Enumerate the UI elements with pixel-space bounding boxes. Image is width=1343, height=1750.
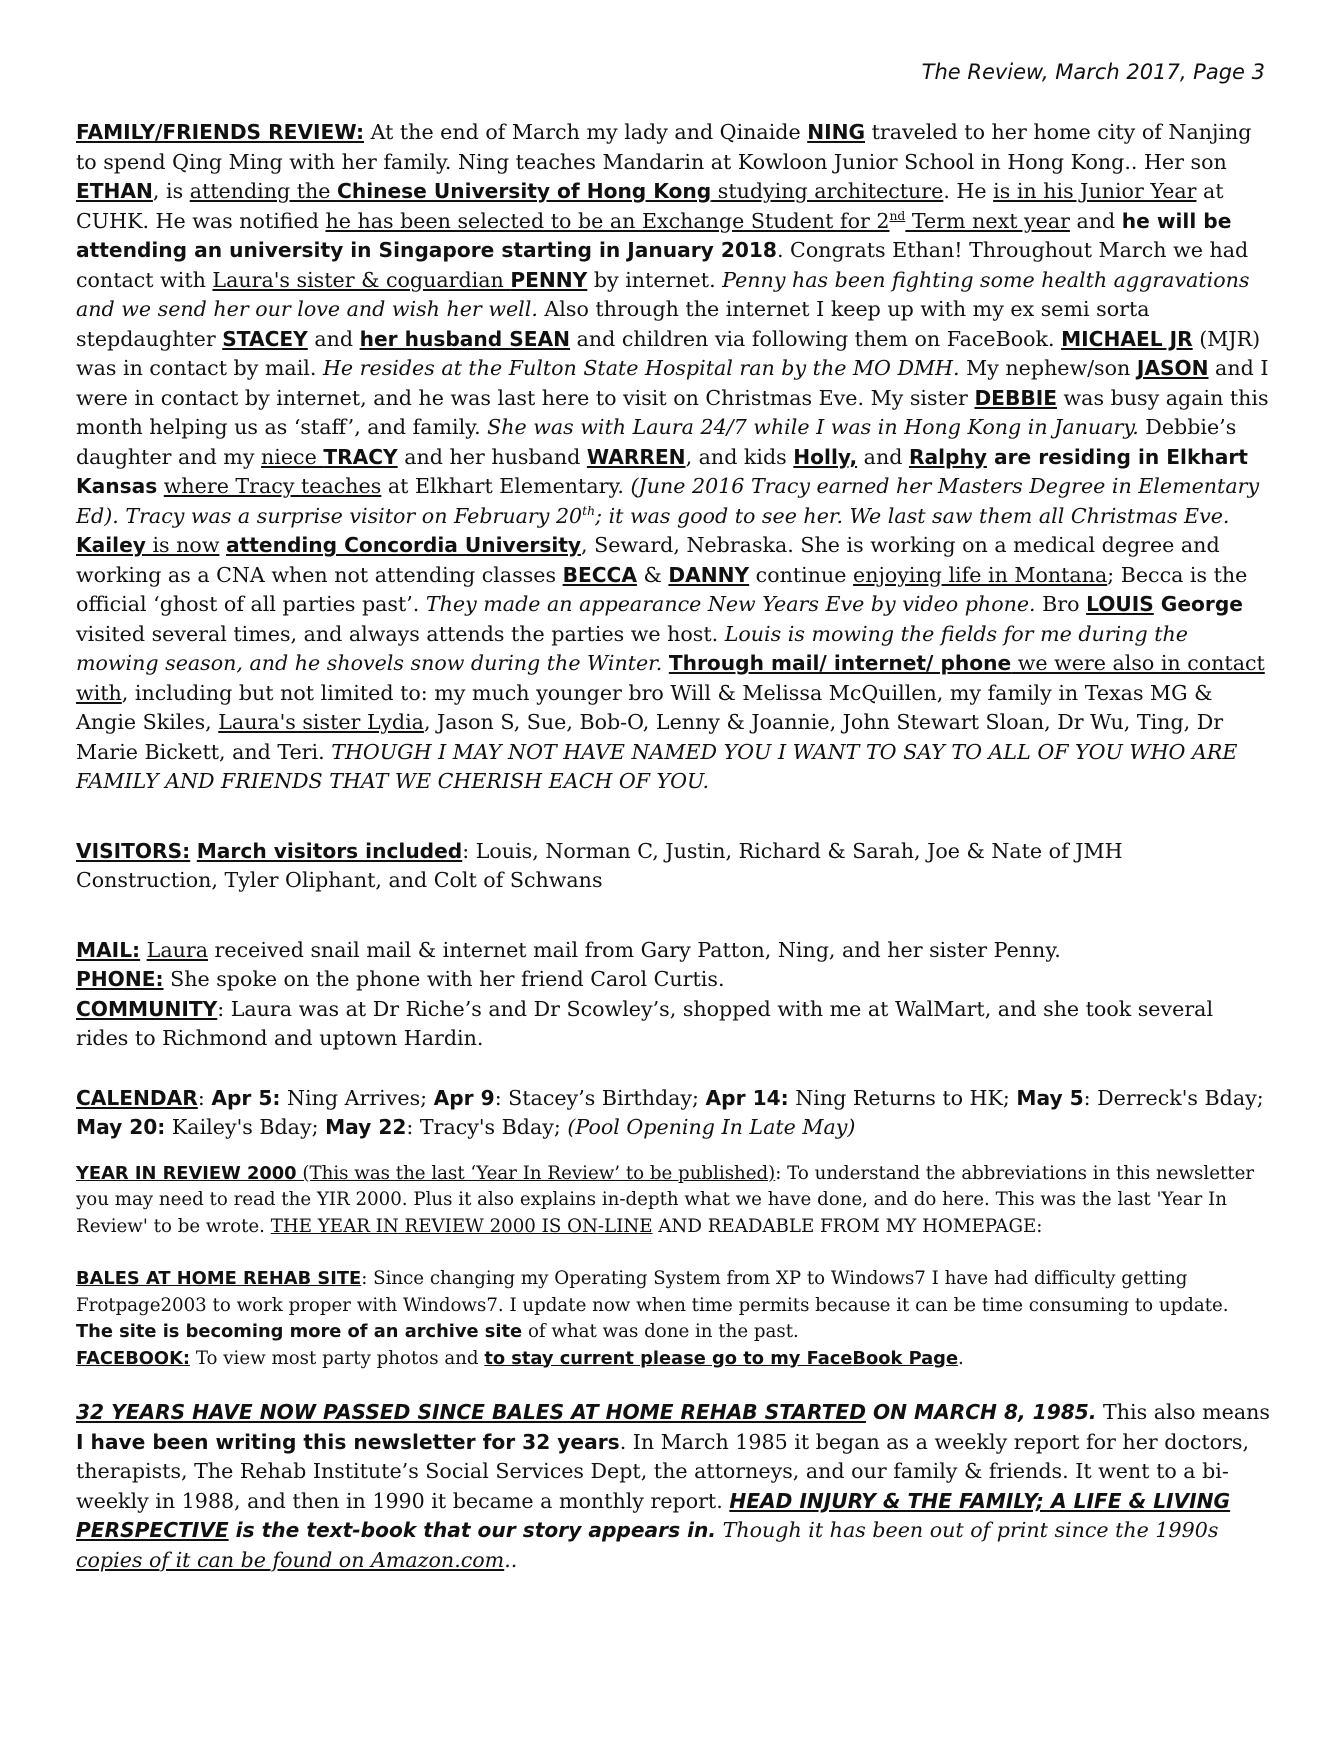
mail-heading: MAIL:: [76, 937, 141, 962]
text: : Louis, Norman C, Justin, Richard & Sarah, Joe & Nate of JMH Construction, Tyler Oliphant, and Colt of Schwans: [76, 838, 1123, 892]
text: studying architecture: [711, 179, 944, 203]
text: of what was done in the past.: [522, 1321, 799, 1342]
text: Ning Returns to HK;: [788, 1085, 1017, 1110]
cuhk: Chinese University of Hong Kong: [337, 179, 712, 203]
text: ; Becca is the official ‘ghost of all parties past’.: [76, 562, 1248, 616]
text: May 22: [325, 1115, 407, 1139]
name-tracy: TRACY: [323, 444, 398, 469]
yir-section: [76, 1161, 1271, 1241]
text: .: [958, 1347, 964, 1369]
facebook-section: [76, 1346, 1271, 1373]
name-penny: PENNY: [510, 267, 588, 292]
text: They made an appearance New Years Eve by video phone.: [425, 592, 1036, 616]
text: AND READABLE FROM MY HOMEPAGE:: [652, 1215, 1043, 1237]
community-heading: COMMUNITY: [76, 996, 218, 1021]
text: where Tracy teaches: [163, 474, 382, 498]
superscript: th: [582, 503, 596, 518]
text: May 5: [1016, 1085, 1084, 1110]
text: and: [857, 444, 909, 469]
name-jason: JASON: [1136, 356, 1209, 380]
text: continue: [749, 562, 854, 587]
facebook-link: to stay current please go to my FaceBook Page: [484, 1347, 959, 1369]
calendar-section: [76, 1084, 1271, 1143]
text: : To understand the abbreviations in this newsletter you may need to read the YIR 2000. Plus it also explains in-depth what we have done, and do here. This was the last 'Year In Review' to be wrote.: [76, 1162, 1255, 1237]
text: Through mail/ internet/ phone: [668, 651, 1012, 675]
text: (Pool Opening In Late May): [567, 1115, 856, 1139]
text: and: [307, 326, 360, 351]
text: March visitors included: [196, 838, 463, 863]
name-ning: NING: [807, 120, 866, 144]
text: The site is becoming more of an archive site: [76, 1321, 523, 1342]
name-stacey: STACEY: [222, 326, 308, 351]
text: : Derreck's Bday;: [1083, 1085, 1264, 1110]
visitors-section: [76, 837, 1271, 896]
text: This also means: [1096, 1400, 1270, 1424]
text: I have been writing this newsletter for 32 years: [76, 1429, 620, 1454]
bales-heading: BALES AT HOME REHAB SITE: [76, 1268, 362, 1289]
text: :: [197, 1085, 212, 1110]
text: (MJR) was in contact by mail.: [76, 326, 1261, 380]
text: was busy again this month helping us as ‘staff’, and family.: [76, 385, 1269, 439]
text: My nephew/son: [959, 356, 1137, 380]
calendar-heading: CALENDAR: [76, 1085, 198, 1110]
text: at CUHK. He was notified: [76, 179, 1224, 233]
text: is in his Junior Year: [993, 179, 1197, 203]
text: we were also in contact with: [76, 651, 1265, 705]
text: Laura's sister & coguardian: [212, 267, 511, 292]
text: . Congrats Ethan! Throughout March we had contact with: [76, 238, 1249, 292]
text: Apr 14:: [705, 1085, 789, 1110]
text: are residing in Elkhart Kansas: [76, 444, 1248, 498]
text: ; it was good to see her. We last saw them all Christmas Eve.: [595, 503, 1230, 528]
name-ethan: ETHAN: [76, 179, 153, 203]
facebook-heading: FACEBOOK:: [76, 1347, 191, 1369]
superscript: nd: [889, 208, 906, 223]
text: is the text-book that our story appears in.: [228, 1518, 717, 1542]
text: Ning Arrives;: [280, 1085, 434, 1110]
text: , Jason S, Sue, Bob-O, Lenny & Joannie, John Stewart Sloan, Dr Wu, Ting, Dr Marie Bickett, and Teri.: [76, 710, 1224, 764]
text: She spoke on the phone with her friend Carol Curtis.: [163, 967, 725, 991]
text: and I were in contact by internet, and he was last here to visit on Christmas Eve. My sister: [76, 356, 1269, 410]
name-holly: Holly,: [793, 444, 858, 469]
yir-heading: YEAR IN REVIEW 2000: [76, 1162, 297, 1184]
text: attending Concordia University: [226, 533, 582, 557]
text: traveled to her home city of Nanjing to spend Qing Ming with her family. Ning teaches Mandarin at Kowloon Junior School in Hong Kong.. Her son: [76, 120, 1252, 174]
name-ralphy: Ralphy: [908, 444, 987, 469]
text: : Stacey’s Birthday;: [494, 1085, 706, 1110]
text: and her husband: [397, 444, 587, 469]
text: . In March 1985 it began as a weekly report for her doctors, therapists, The Rehab Institute’s Social Services Dept, the attorneys, and our family & friends. It went to a bi-weekly in 1988, and then in 1990 it became a monthly report.: [76, 1429, 1250, 1513]
text: Also through the internet I keep up with my ex semi sorta stepdaughter: [76, 297, 1150, 351]
text: (June 2016 Tracy earned her Masters Degree in Elementary Ed). Tracy was a surprise visitor on February 20: [76, 474, 1260, 528]
text: attending the: [189, 179, 338, 203]
text: : Laura was at Dr Riche’s and Dr Scowley’s, shopped with me at WalMart, and she took several rides to Richmond and uptown Hardin.: [76, 996, 1214, 1050]
name-becca: BECCA: [562, 562, 637, 587]
text: THOUGH I MAY NOT HAVE NAMED YOU I WANT TO SAY TO ALL OF YOU WHO ARE FAMILY AND FRIENDS THAT WE CHERISH EACH OF YOU.: [76, 739, 1238, 793]
name-louis: LOUIS: [1086, 592, 1154, 616]
text: , and kids: [685, 444, 794, 469]
text: and: [1069, 208, 1122, 233]
text: At the end of March my lady and Qinaide: [364, 120, 808, 144]
text: He resides at the Fulton State Hospital ran by the MO DMH.: [322, 356, 960, 380]
text: visited several times, and always attends the parties we host.: [76, 621, 725, 646]
text: Bro: [1035, 592, 1087, 616]
family-heading: FAMILY/FRIENDS REVIEW:: [76, 120, 365, 144]
text: , Seward, Nebraska. She is working on a medical degree and working as a CNA when not attending classes: [76, 533, 1220, 587]
newsletter-body: [76, 118, 1271, 1575]
anniversary-section: [76, 1398, 1271, 1575]
text: Apr 9: [433, 1085, 495, 1110]
text: received snail mail & internet mail from Gary Patton, Ning, and her sister Penny.: [208, 937, 1061, 962]
text: he will be attending an university in Singapore starting in January 2018: [76, 208, 1232, 262]
name-warren: WARREN: [586, 444, 686, 469]
text: May 20:: [76, 1115, 166, 1139]
book-title: HEAD INJURY & THE FAMILY; A LIFE & LIVING PERSPECTIVE: [76, 1488, 1231, 1542]
text: &: [636, 562, 669, 587]
text: by internet.: [587, 267, 723, 292]
text: Kailey's Bday;: [165, 1115, 326, 1139]
text: is now: [145, 533, 220, 557]
text: : Since changing my Operating System from XP to Windows7 I have had difficulty getting Frotpage2003 to work proper with Windows7. I update now when time permits because it can be time consuming to update.: [76, 1268, 1229, 1316]
phone-heading: PHONE:: [76, 967, 164, 991]
text: ON MARCH 8, 1985.: [865, 1400, 1097, 1424]
text: Laura's sister Lydia: [218, 710, 424, 734]
text: , is: [152, 179, 190, 203]
text: , including but not limited to: my much younger bro Will & Melissa McQuillen, my family in Texas MG & Angie Skiles,: [76, 680, 1213, 734]
name-kailey: Kailey: [76, 533, 146, 557]
text: Debbie’s daughter and my: [76, 415, 1237, 469]
text: Apr 5:: [211, 1085, 281, 1110]
text: Though it has been out of print since the 1990s: [716, 1518, 1219, 1542]
community-section: [76, 995, 1271, 1054]
name-danny: DANNY: [668, 562, 750, 587]
anniversary-heading: 32 YEARS HAVE NOW PASSED SINCE BALES AT HOME REHAB STARTED: [76, 1400, 866, 1424]
visitors-heading: VISITORS:: [76, 838, 191, 863]
name-debbie: DEBBIE: [974, 385, 1057, 410]
text: (This was the last ‘Year In Review’ to be published): [296, 1162, 776, 1184]
text: Penny has been fighting some health aggravations and we send her our love and wish her well.: [76, 267, 1250, 321]
bales-section: [76, 1266, 1271, 1346]
text: . He: [943, 179, 994, 203]
family-friends-section: [76, 118, 1271, 797]
text: George: [1153, 592, 1243, 616]
text: : Tracy's Bday;: [406, 1115, 568, 1139]
text: at Elkhart Elementary.: [381, 474, 631, 498]
phone-section: [76, 965, 1271, 995]
text: ..: [504, 1547, 518, 1572]
text: To view most party photos and: [190, 1347, 485, 1369]
text: and children via following them on FaceBook.: [570, 326, 1062, 351]
mail-section: [76, 936, 1271, 966]
name-sean: her husband SEAN: [359, 326, 571, 351]
text: She was with Laura 24/7 while I was in Hong Kong in January.: [487, 415, 1139, 439]
name-michael-jr: MICHAEL JR: [1061, 326, 1193, 351]
text: Term next year: [905, 208, 1070, 233]
amazon-link: copies of it can be found on Amazon.com: [76, 1547, 505, 1572]
text: niece: [261, 444, 324, 469]
page-header: The Review, March 2017, Page 3: [921, 60, 1265, 84]
text: Laura: [146, 937, 209, 962]
text: enjoying life in Montana: [853, 562, 1108, 587]
text: THE YEAR IN REVIEW 2000 IS ON-LINE: [270, 1215, 653, 1237]
text: he has been selected to be an Exchange Student for 2: [325, 208, 890, 233]
text: Louis is mowing the fields for me during the mowing season, and he shovels snow during the Winter.: [76, 621, 1188, 675]
